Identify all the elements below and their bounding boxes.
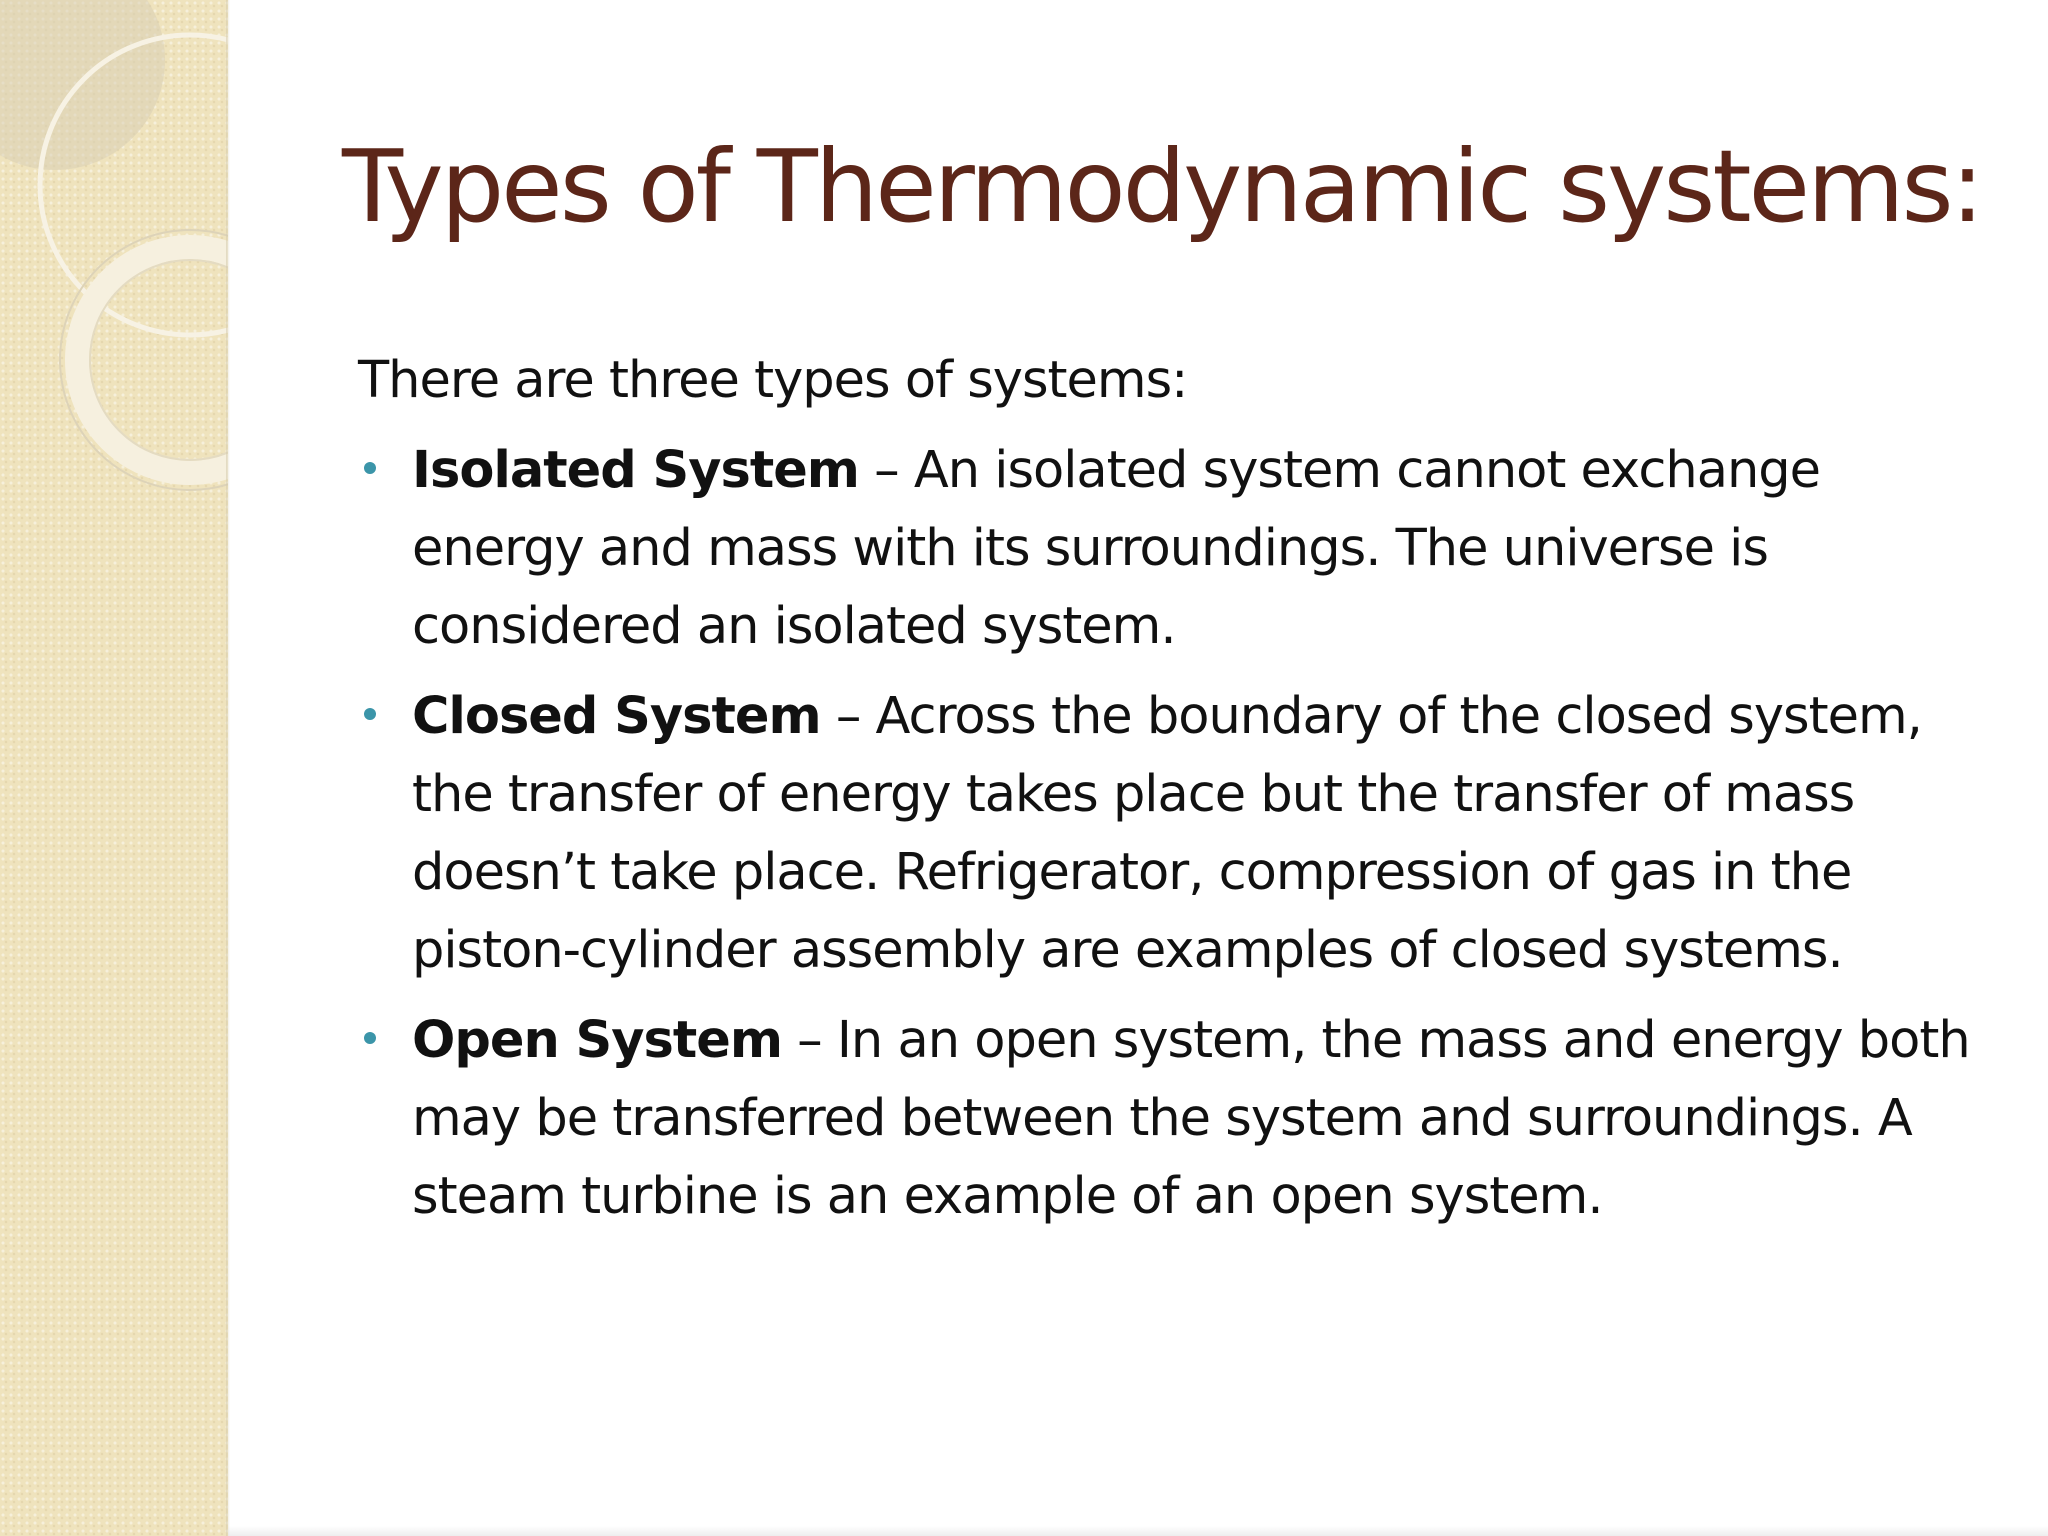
bullet-text: – In an open system, the mass and energy both may be transferred between the system and surroundings. A steam turbine is an example of an open system. xyxy=(412,1011,1970,1226)
bullet-item-isolated xyxy=(358,432,1978,666)
bullet-list xyxy=(358,432,1978,1236)
sidebar-texture-panel xyxy=(0,0,228,1536)
decorative-rings xyxy=(0,0,228,520)
bullet-item-closed xyxy=(358,678,1978,990)
bullet-term: Isolated System xyxy=(412,441,859,500)
bullet-item-open xyxy=(358,1002,1978,1236)
bullet-term: Open System xyxy=(412,1011,782,1070)
bullet-text: – An isolated system cannot exchange energy and mass with its surroundings. The universe is considered an isolated system. xyxy=(412,441,1821,656)
bullet-dot-icon xyxy=(364,1032,376,1044)
bottom-shadow xyxy=(228,1526,2048,1536)
bullet-text: – Across the boundary of the closed system, the transfer of energy takes place but the transfer of mass doesn’t take place. Refrigerator, compression of gas in the piston-cylinder assembly are examples of closed systems. xyxy=(412,687,1922,980)
intro-text: There are three types of systems: xyxy=(358,351,1188,410)
bullet-dot-icon xyxy=(364,462,376,474)
slide-title: Types of Thermodynamic systems: xyxy=(342,128,1982,245)
slide-body xyxy=(358,342,1978,1248)
bullet-dot-icon xyxy=(364,708,376,720)
sidebar-edge xyxy=(226,0,230,1536)
bullet-term: Closed System xyxy=(412,687,821,746)
